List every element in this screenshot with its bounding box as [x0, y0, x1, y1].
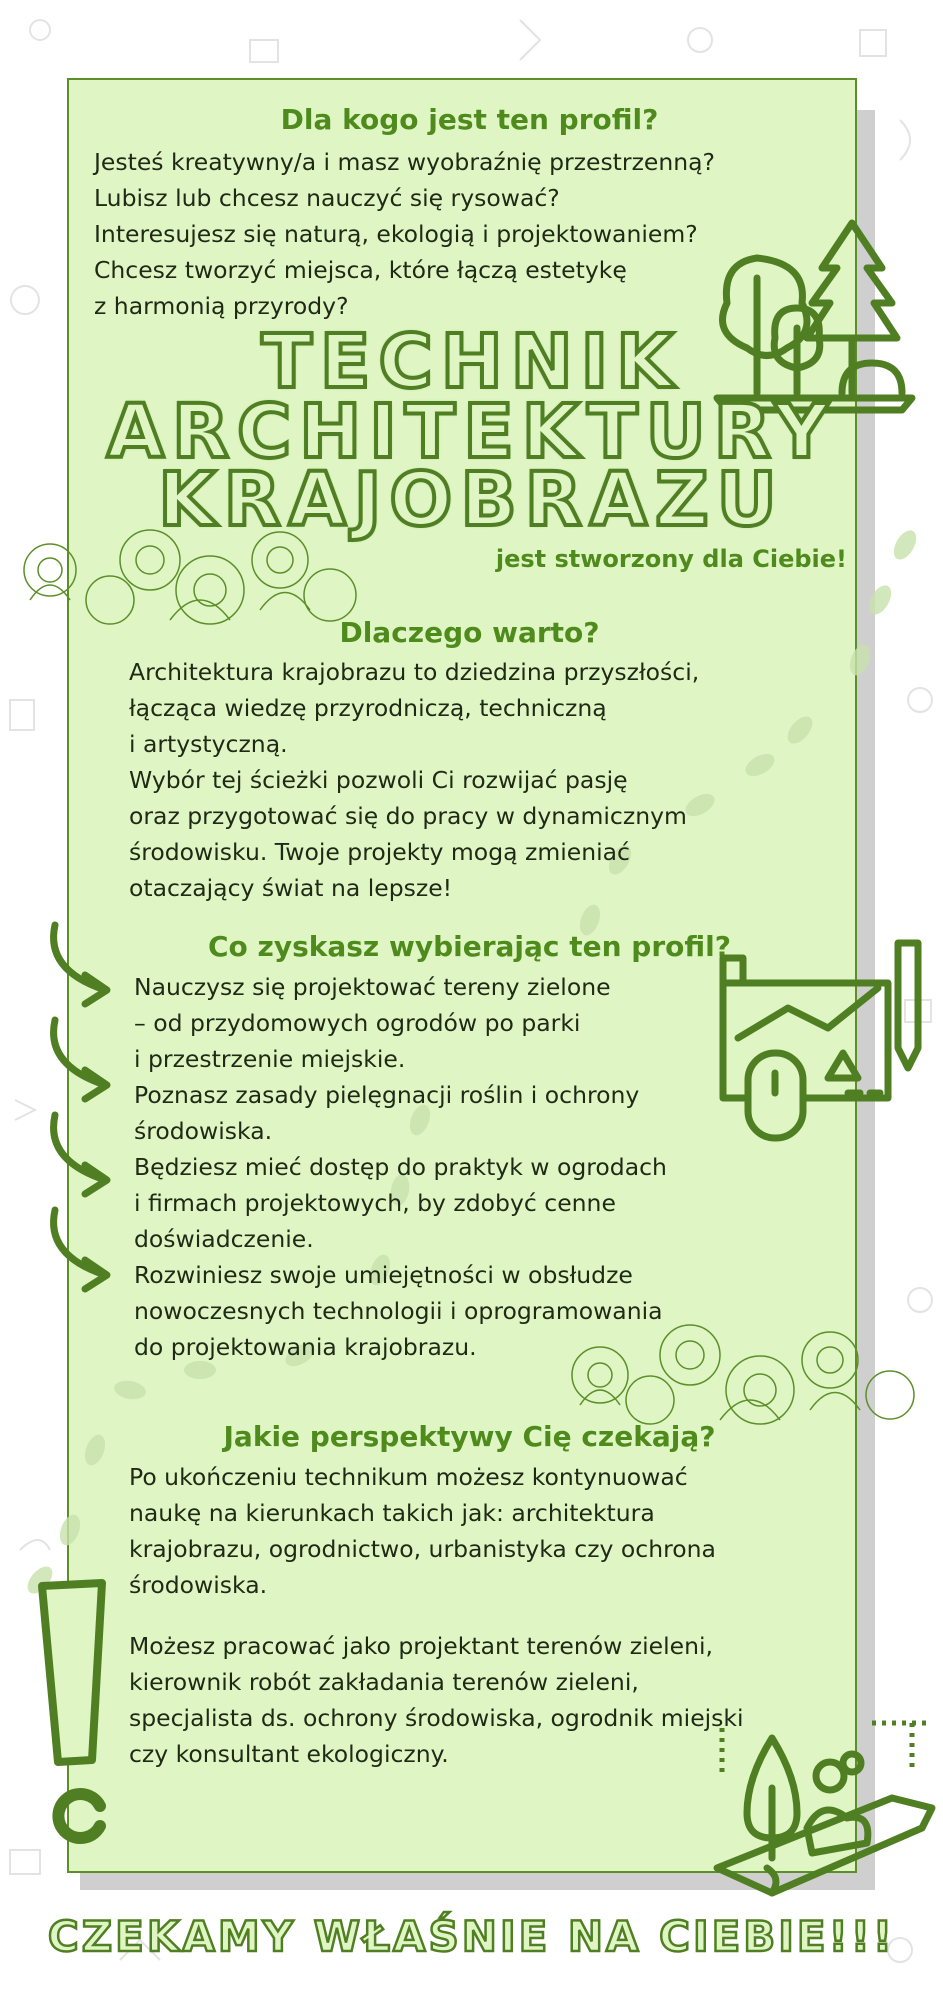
blueprint-tree-icon — [712, 1718, 937, 1898]
design-tablet-icon — [718, 938, 933, 1148]
intro-line: Interesujesz się naturą, ekologią i projektowaniem? — [94, 220, 698, 248]
gains-heading: Co zyskasz wybierając ten profil? — [207, 930, 731, 963]
intro-line: Chcesz tworzyć miejsca, które łączą estetykę — [94, 256, 627, 284]
why-line: oraz przygotować się do pracy w dynamicznym — [129, 802, 687, 830]
gains-line: do projektowania krajobrazu. — [134, 1333, 477, 1361]
perspectives-para1 — [129, 1459, 716, 1603]
gains-line: Rozwiniesz swoje umiejętności w obsłudze — [134, 1261, 633, 1289]
exclamation-icon — [30, 1578, 120, 1838]
why-line: środowisku. Twoje projekty mogą zmieniać — [129, 838, 630, 866]
gains-line: Będziesz mieć dostęp do praktyk w ogrodach — [134, 1153, 667, 1181]
gains-line: Poznasz zasady pielęgnacji roślin i ochrony — [134, 1081, 640, 1109]
perspectives-line: krajobrazu, ogrodnictwo, urbanistyka czy ochrona — [129, 1535, 716, 1563]
perspectives-line: czy konsultant ekologiczny. — [129, 1740, 449, 1768]
title-line1: TECHNIK — [261, 319, 682, 405]
intro-line: z harmonią przyrody? — [94, 292, 349, 320]
perspectives-line: kierownik robót zakładania terenów zieleni, — [129, 1668, 639, 1696]
perspectives-line: specjalista ds. ochrony środowiska, ogrodnik miejski — [129, 1704, 744, 1732]
gains-line: środowiska. — [134, 1117, 273, 1145]
title-line3: KRAJOBRAZU — [158, 457, 785, 543]
tagline: jest stworzony dla Ciebie! — [495, 545, 847, 573]
gains-line: i przestrzenie miejskie. — [134, 1045, 406, 1073]
intro-line: Lubisz lub chcesz nauczyć się rysować? — [94, 184, 560, 212]
arrow-icon — [54, 1210, 107, 1289]
perspectives-line: Po ukończeniu technikum możesz kontynuować — [129, 1463, 688, 1491]
arrow-icons — [40, 920, 120, 1290]
intro-text — [94, 144, 715, 324]
title-line2: ARCHITEKTURY — [106, 389, 837, 475]
perspectives-line: środowiska. — [129, 1571, 268, 1599]
intro-line: Jesteś kreatywny/a i masz wyobraźnię przestrzenną? — [94, 148, 716, 176]
intro-heading: Dla kogo jest ten profil? — [280, 103, 659, 136]
gains-line: – od przydomowych ogrodów po parki — [134, 1009, 581, 1037]
gains-line: Nauczysz się projektować tereny zielone — [134, 973, 611, 1001]
arrow-icon — [54, 925, 107, 1004]
why-line: i artystyczną. — [129, 730, 288, 758]
gains-text — [134, 969, 667, 1365]
why-line: Wybór tej ścieżki pozwoli Ci rozwijać pasję — [129, 766, 628, 794]
why-line: Architektura krajobrazu to dziedzina przyszłości, — [129, 658, 700, 686]
arrow-icon — [54, 1020, 107, 1099]
gains-line: doświadczenie. — [134, 1225, 314, 1253]
perspectives-para2 — [129, 1628, 744, 1772]
perspectives-heading: Jakie perspektywy Cię czekają? — [223, 1420, 716, 1453]
perspectives-line: naukę na kierunkach takich jak: architektura — [129, 1499, 655, 1527]
arrow-icon — [54, 1115, 107, 1194]
footer-slogan: CZEKAMY WŁAŚNIE NA CIEBIE!!! — [47, 1912, 896, 1961]
perspectives-line: Możesz pracować jako projektant terenów zieleni, — [129, 1632, 714, 1660]
why-line: łącząca wiedzę przyrodniczą, techniczną — [129, 694, 607, 722]
why-line: otaczający świat na lepsze! — [129, 874, 453, 902]
gains-line: nowoczesnych technologii i oprogramowania — [134, 1297, 663, 1325]
gains-line: i firmach projektowych, by zdobyć cenne — [134, 1189, 616, 1217]
why-text — [129, 654, 699, 906]
why-heading: Dlaczego warto? — [339, 616, 600, 649]
